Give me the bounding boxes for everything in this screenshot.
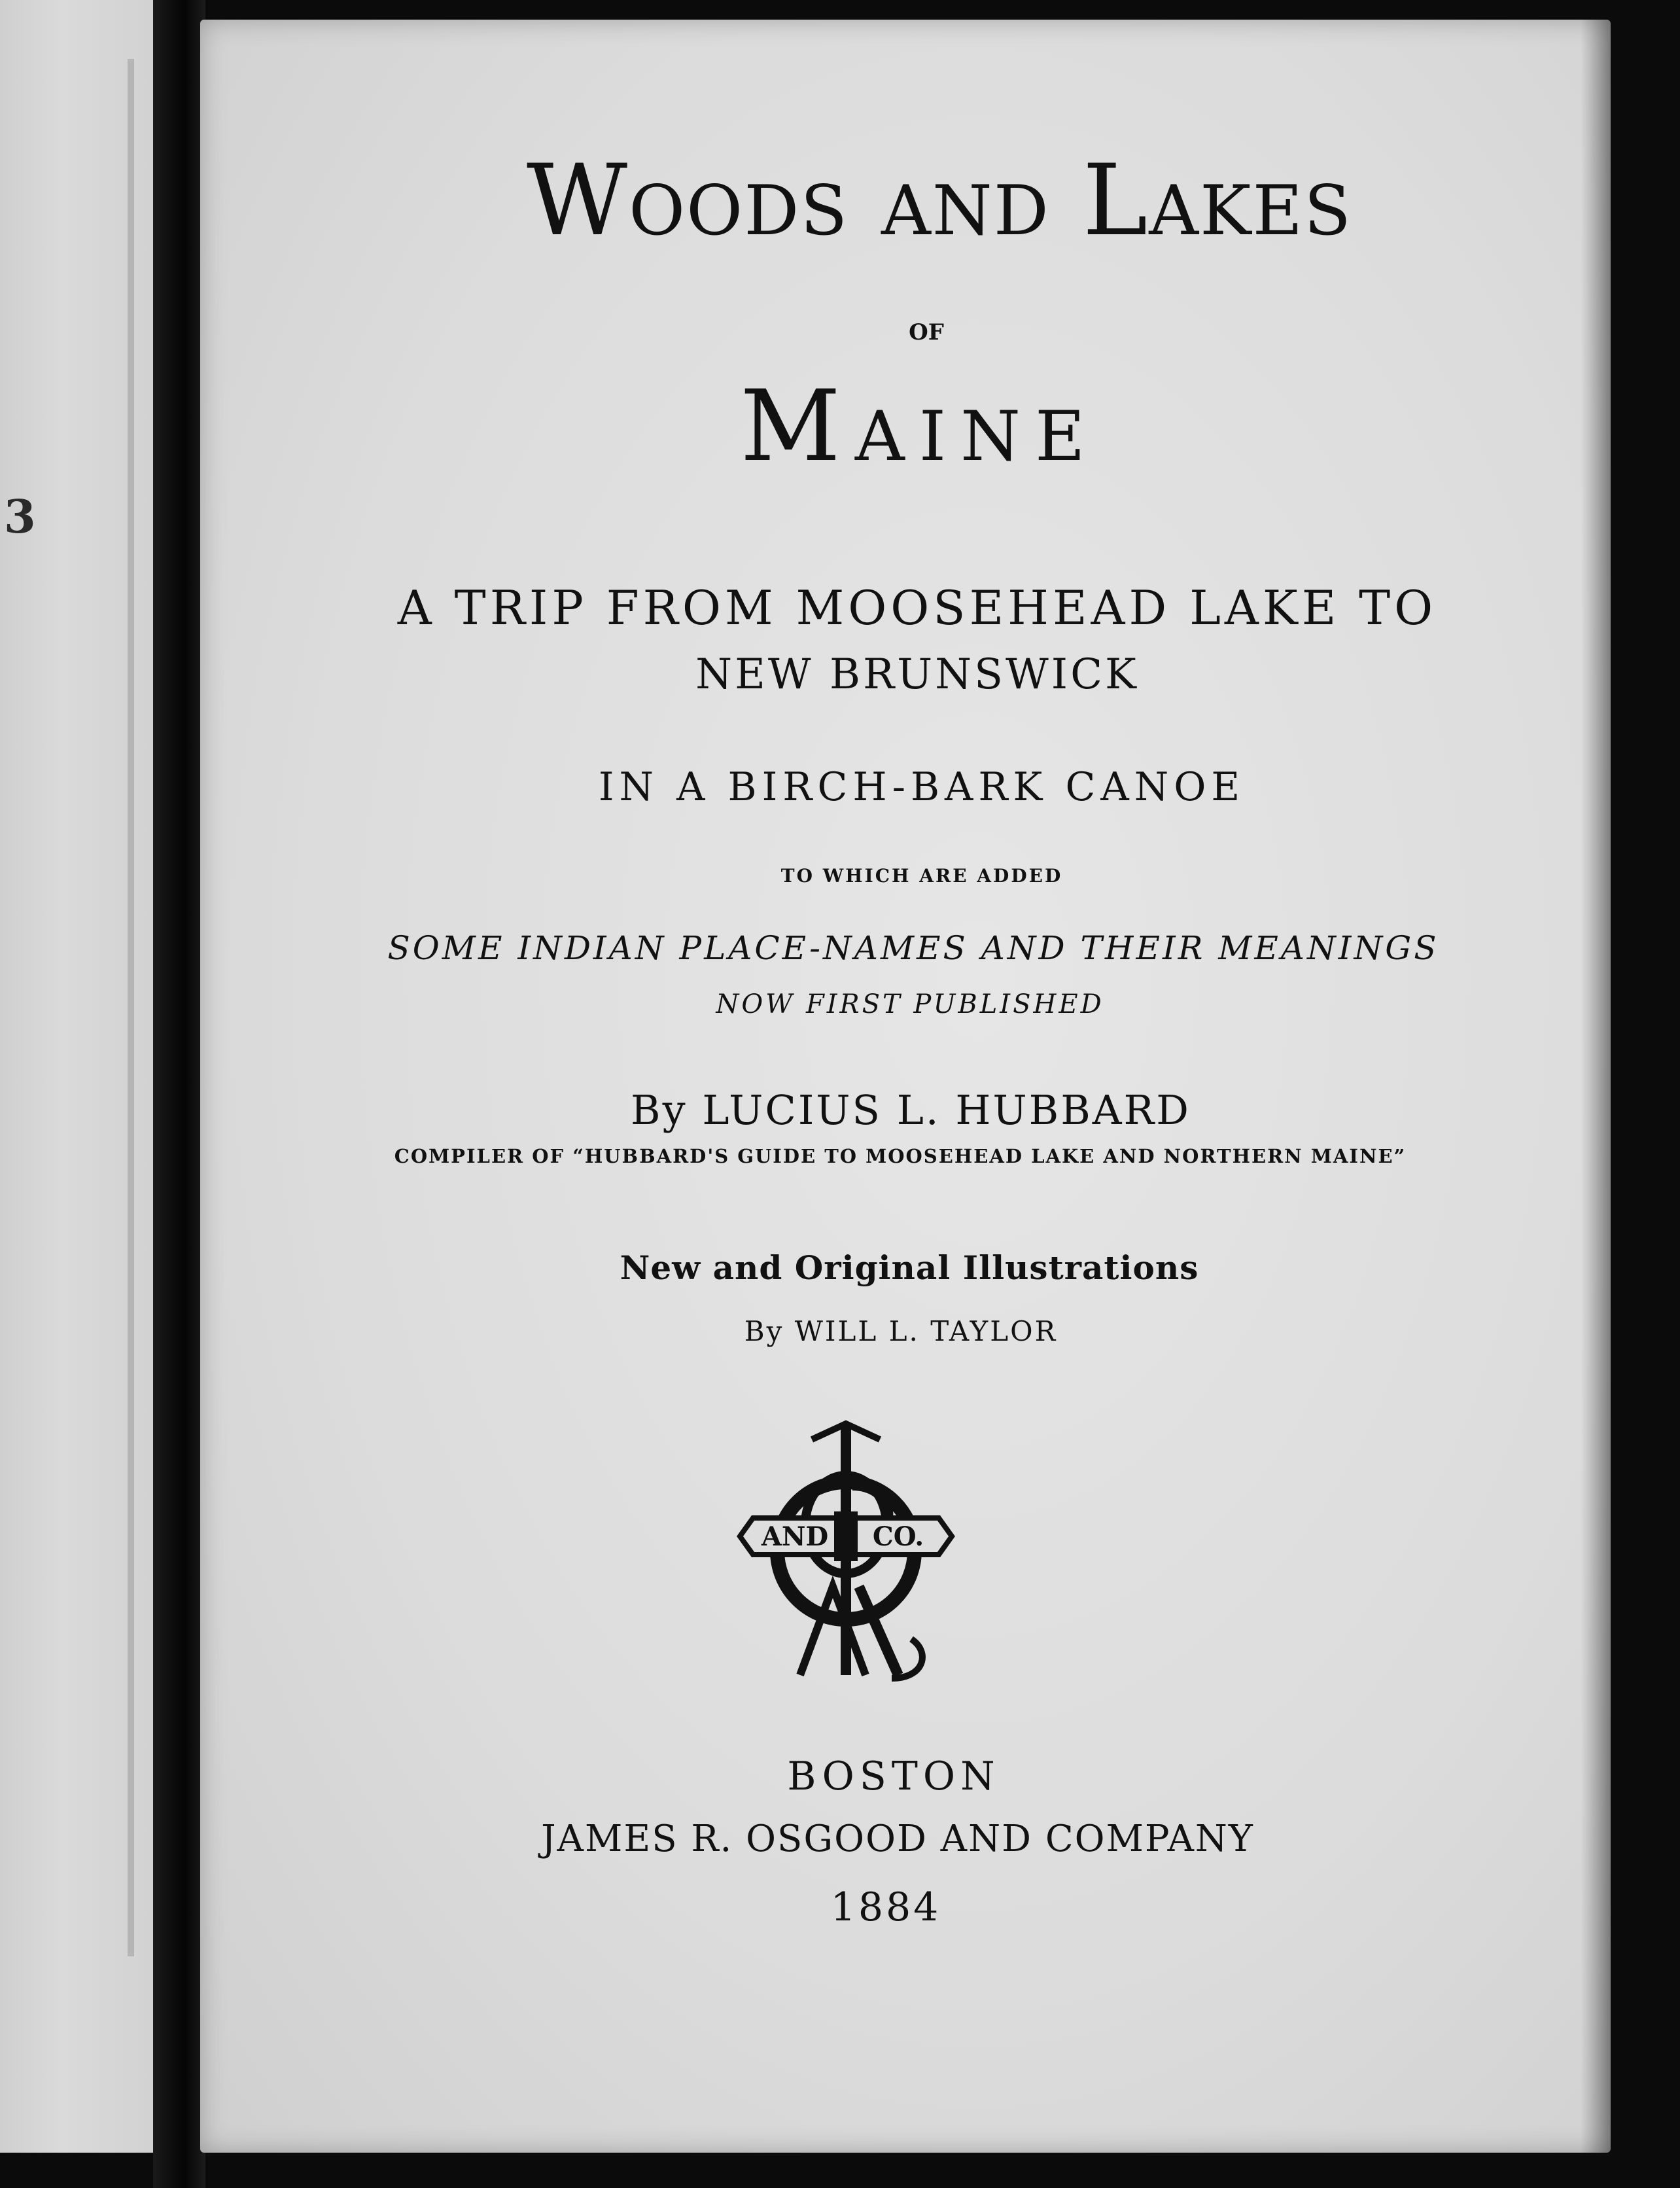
- subtitle-line-3: IN A BIRCH-BARK CANOE: [598, 764, 1246, 810]
- compiler-line: COMPILER OF “HUBBARD'S GUIDE TO MOOSEHEAD LAKE AND NORTHERN MAINE”: [394, 1145, 1407, 1167]
- title-page: [200, 20, 1611, 2153]
- title-line-1: Woods and Lakes: [526, 144, 1353, 258]
- left-page-number: 3: [4, 489, 36, 544]
- author-line: By LUCIUS L. HUBBARD: [631, 1086, 1191, 1134]
- title-connector: OF: [909, 319, 944, 345]
- added-line: TO WHICH ARE ADDED: [780, 865, 1063, 887]
- subtitle-line-1: A TRIP FROM MOOSEHEAD LAKE TO: [397, 580, 1437, 635]
- publication-year: 1884: [830, 1884, 941, 1930]
- italic-line-2: NOW FIRST PUBLISHED: [716, 989, 1104, 1019]
- subtitle-line-2: NEW BRUNSWICK: [695, 650, 1139, 699]
- illustrator-line: By WILL L. TAYLOR: [744, 1315, 1058, 1347]
- illustrations-line: New and Original Illustrations: [620, 1248, 1199, 1287]
- publication-city: BOSTON: [787, 1754, 1000, 1799]
- italic-line-1: SOME INDIAN PLACE-NAMES AND THEIR MEANINGS: [387, 929, 1439, 967]
- publisher-name: JAMES R. OSGOOD AND COMPANY: [541, 1818, 1254, 1860]
- title-line-2: Maine: [740, 370, 1100, 484]
- page-edge-line: [128, 59, 134, 1956]
- monogram-right-text: CO.: [872, 1521, 924, 1552]
- publisher-monogram-icon: [735, 1420, 957, 1682]
- monogram-left-text: AND: [761, 1521, 829, 1552]
- left-page-fragment: [0, 0, 153, 2153]
